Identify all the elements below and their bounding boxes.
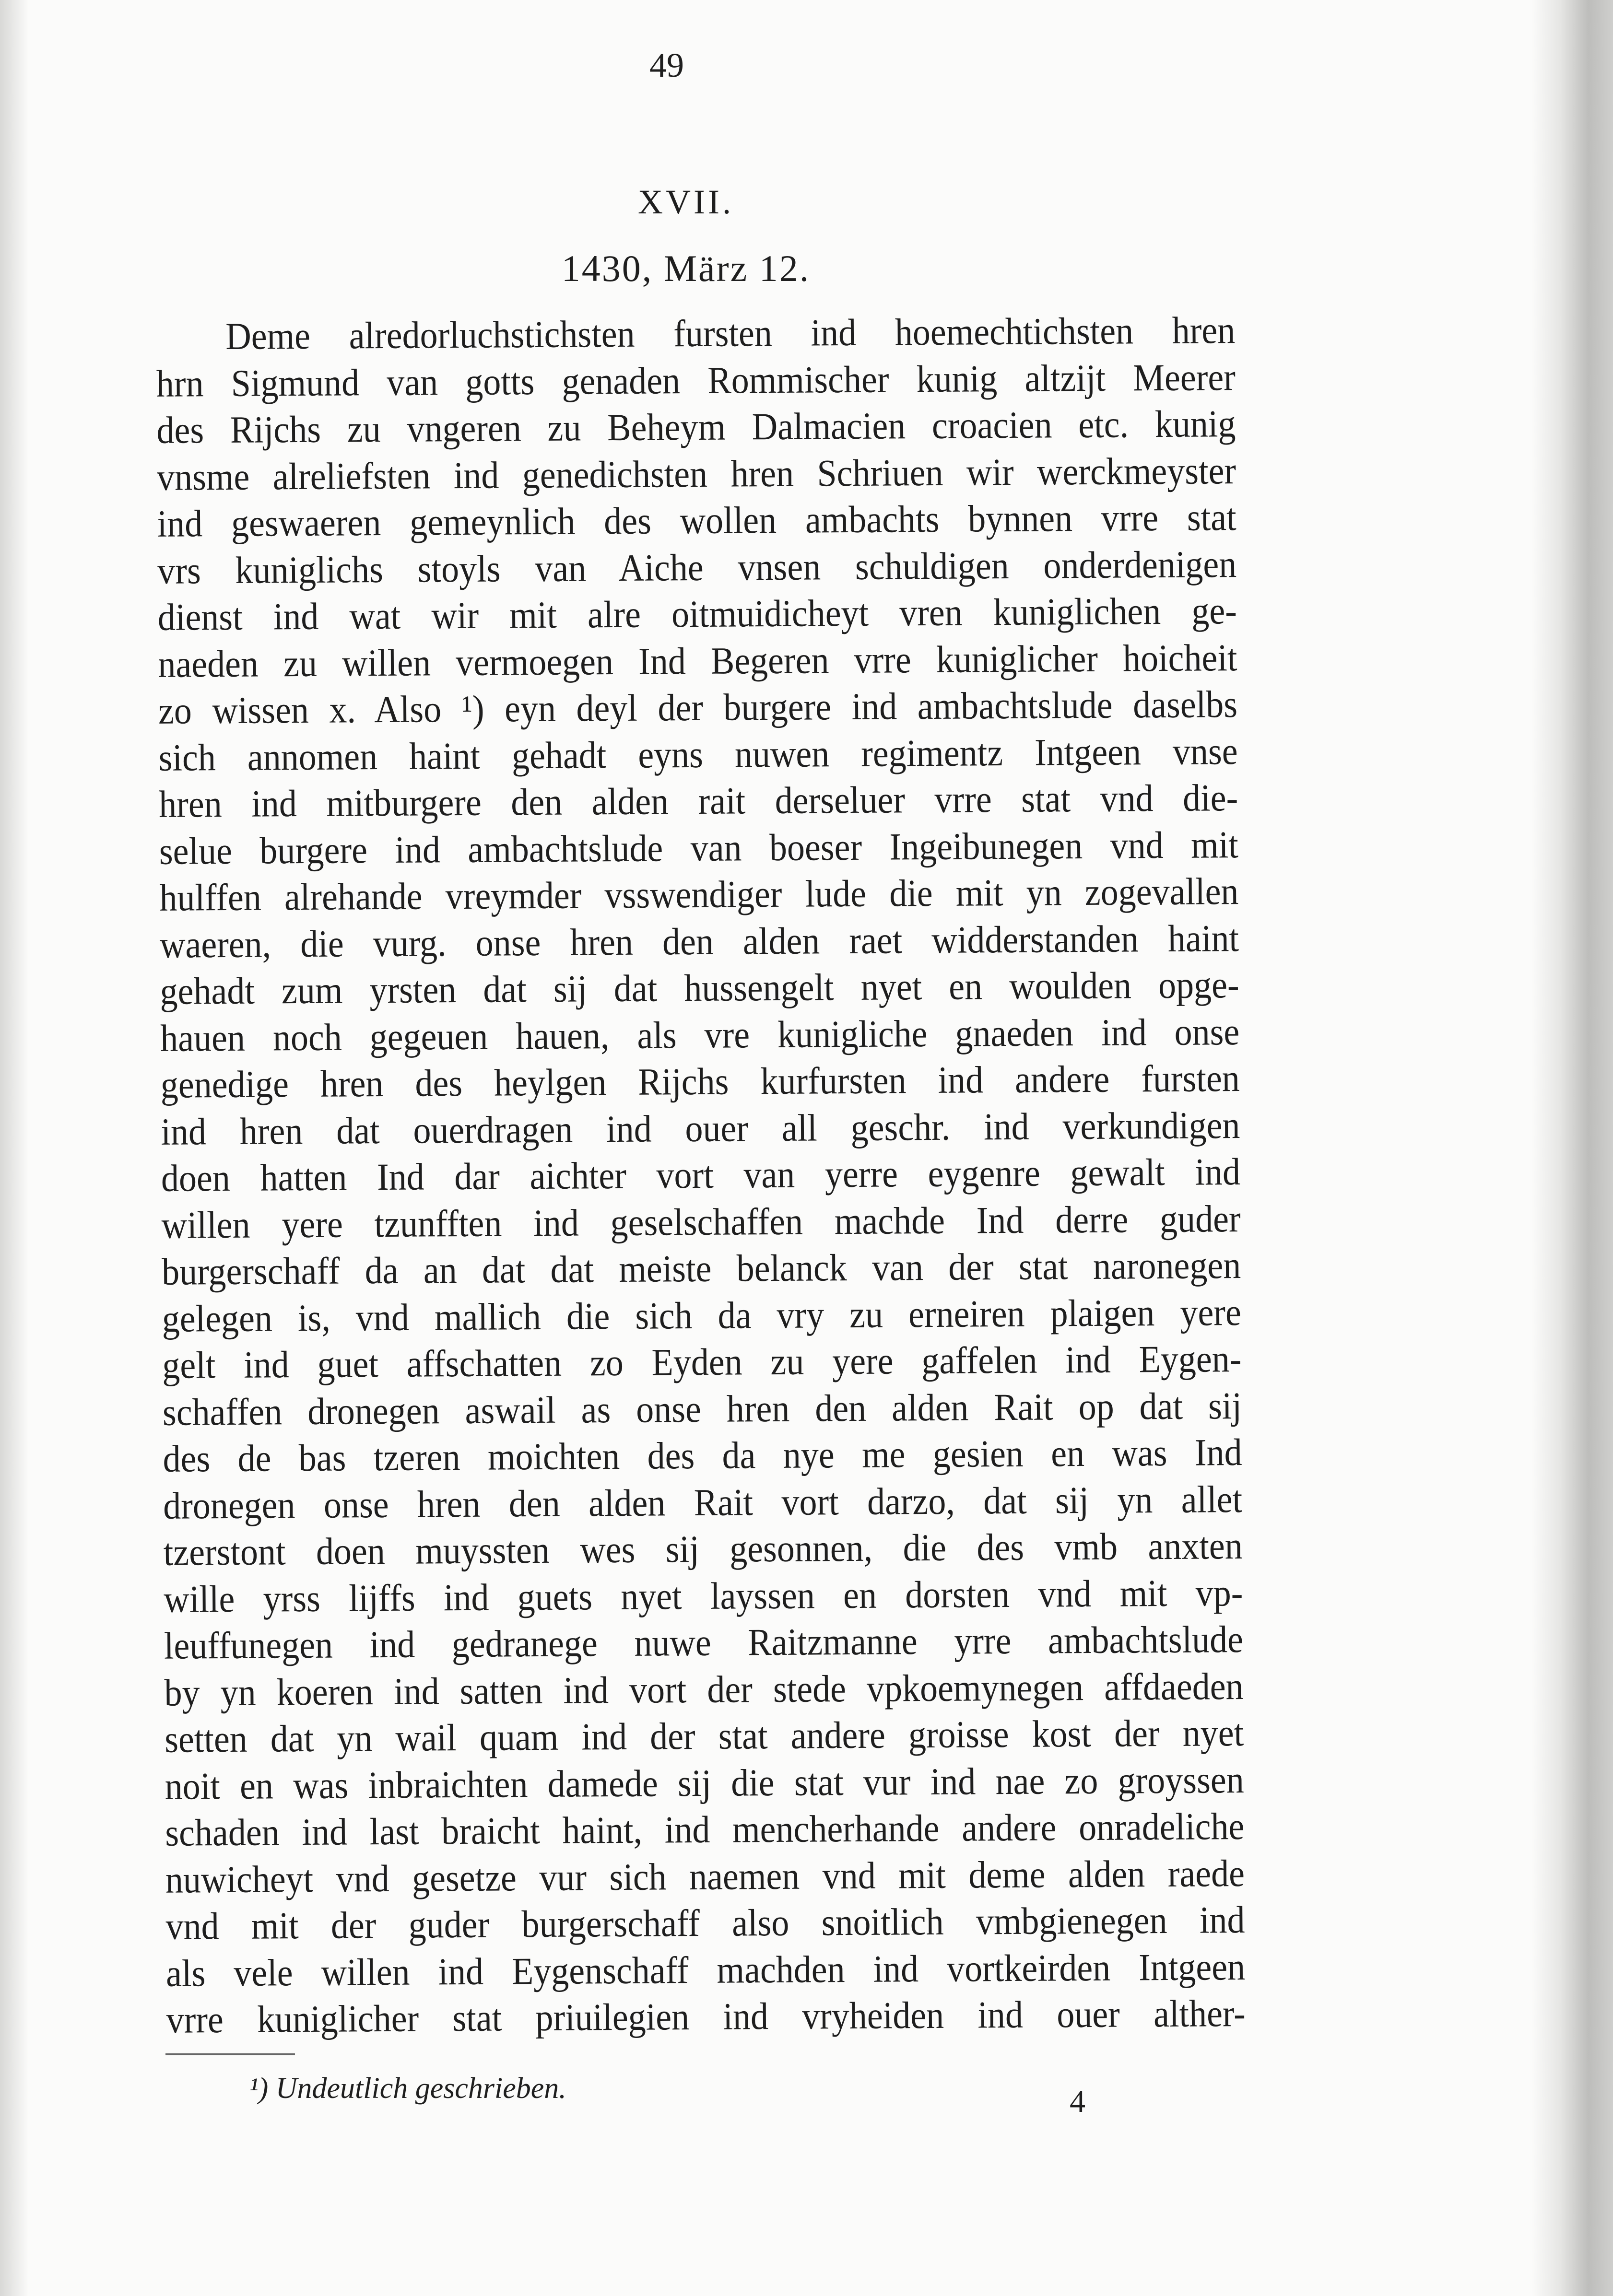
text-line: vrre kuniglicher stat priuilegien ind vryheiden ind ouer alther- <box>166 1992 1246 2042</box>
text-line: vrs kuniglichs stoyls van Aiche vnsen schuldigen onderdenigen <box>157 543 1237 592</box>
text-line: dienst ind wat wir mit alre oitmuidicheyt vren kuniglichen ge- <box>157 589 1237 639</box>
text-line: Deme alredorluchstichsten fursten ind hoemechtichsten hren <box>225 309 1236 358</box>
text-line: vnsme alreliefsten ind genedichsten hren Schriuen wir werckmeyster <box>156 449 1236 499</box>
text-line: nuwicheyt vnd gesetze vur sich naemen vnd mit deme alden raede <box>165 1852 1245 1901</box>
text-line: schaffen dronegen aswail as onse hren den alden Rait op dat sij <box>162 1384 1242 1434</box>
text-line: tzerstont doen muyssten wes sij gesonnen, die des vmb anxten <box>163 1524 1243 1574</box>
text-line: noit en was inbraichten damede sij die stat vur ind nae zo groyssen <box>165 1758 1244 1808</box>
text-line: gelegen is, vnd mallich die sich da vry zu erneiren plaigen yere <box>162 1291 1242 1340</box>
body-text <box>156 307 1246 2044</box>
scan-edge-right <box>1531 0 1613 2296</box>
signature-mark: 4 <box>1070 2084 1085 2119</box>
text-line: genedige hren des heylgen Rijchs kurfursten ind andere fursten <box>160 1057 1240 1107</box>
text-line: wille yrss lijffs ind guets nyet layssen en dorsten vnd mit vp- <box>164 1571 1243 1621</box>
page-number: 49 <box>649 46 684 84</box>
text-line: zo wissen x. Also ¹) eyn deyl der burgere ind ambachtslude daselbs <box>158 683 1238 733</box>
text-line: des Rijchs zu vngeren zu Beheym Dalmacien croacien etc. kunig <box>156 402 1236 452</box>
text-line: burgerschaff da an dat dat meiste belanck van der stat naronegen <box>161 1244 1241 1294</box>
text-line: hauen noch gegeuen hauen, als vre kunigliche gnaeden ind onse <box>160 1010 1240 1060</box>
text-line: willen yere tzunfften ind geselschaffen machde Ind derre guder <box>161 1197 1241 1247</box>
text-line: selue burgere ind ambachtslude van boeser Ingeibunegen vnd mit <box>159 823 1239 873</box>
text-line: gelt ind guet affschatten zo Eyden zu yere gaffelen ind Eygen- <box>162 1337 1242 1387</box>
text-line: waeren, die vurg. onse hren den alden raet widderstanden haint <box>159 917 1239 966</box>
document-date: 1430, März 12. <box>561 247 811 289</box>
text-line: sich annomen haint gehadt eyns nuwen regimentz Intgeen vnse <box>158 730 1238 779</box>
text-line: hrn Sigmund van gotts genaden Rommischer kunig altzijt Meerer <box>156 356 1236 405</box>
text-line: des de bas tzeren moichten des da nye me gesien en was Ind <box>163 1431 1242 1481</box>
text-line: als vele willen ind Eygenschaff machden ind vortkeirden Intgeen <box>165 1945 1246 1995</box>
text-line: dronegen onse hren den alden Rait vort darzo, dat sij yn allet <box>163 1478 1243 1527</box>
text-line: vnd mit der guder burgerschaff also snoitlich vmbgienegen ind <box>165 1898 1245 1948</box>
text-line: hulffen alrehande vreymder vsswendiger lude die mit yn zogevallen <box>159 870 1239 920</box>
footnote-rule <box>165 2053 295 2055</box>
text-line: schaden ind last braicht haint, ind mencherhande andere onradeliche <box>165 1805 1245 1855</box>
document-number: XVII. <box>638 183 734 221</box>
footnote: ¹) Undeutlich geschrieben. <box>249 2072 566 2105</box>
text-line: doen hatten Ind dar aichter vort van yerre eygenre gewalt ind <box>161 1150 1241 1200</box>
text-line: ind geswaeren gemeynlich des wollen ambachts bynnen vrre stat <box>157 496 1236 546</box>
text-line: leuffunegen ind gedranege nuwe Raitzmanne yrre ambachtslude <box>164 1618 1244 1668</box>
text-line: by yn koeren ind satten ind vort der stede vpkoemynegen affdaeden <box>164 1665 1244 1714</box>
text-line: gehadt zum yrsten dat sij dat hussengelt nyet en woulden opge- <box>160 963 1239 1013</box>
text-line: setten dat yn wail quam ind der stat andere groisse kost der nyet <box>164 1711 1244 1761</box>
scan-edge-left <box>0 0 29 2296</box>
text-line: naeden zu willen vermoegen Ind Begeren vrre kuniglicher hoicheit <box>158 636 1237 686</box>
text-line: ind hren dat ouerdragen ind ouer all geschr. ind verkundigen <box>161 1104 1240 1153</box>
text-line: hren ind mitburgere den alden rait derseluer vrre stat vnd die- <box>158 776 1238 826</box>
